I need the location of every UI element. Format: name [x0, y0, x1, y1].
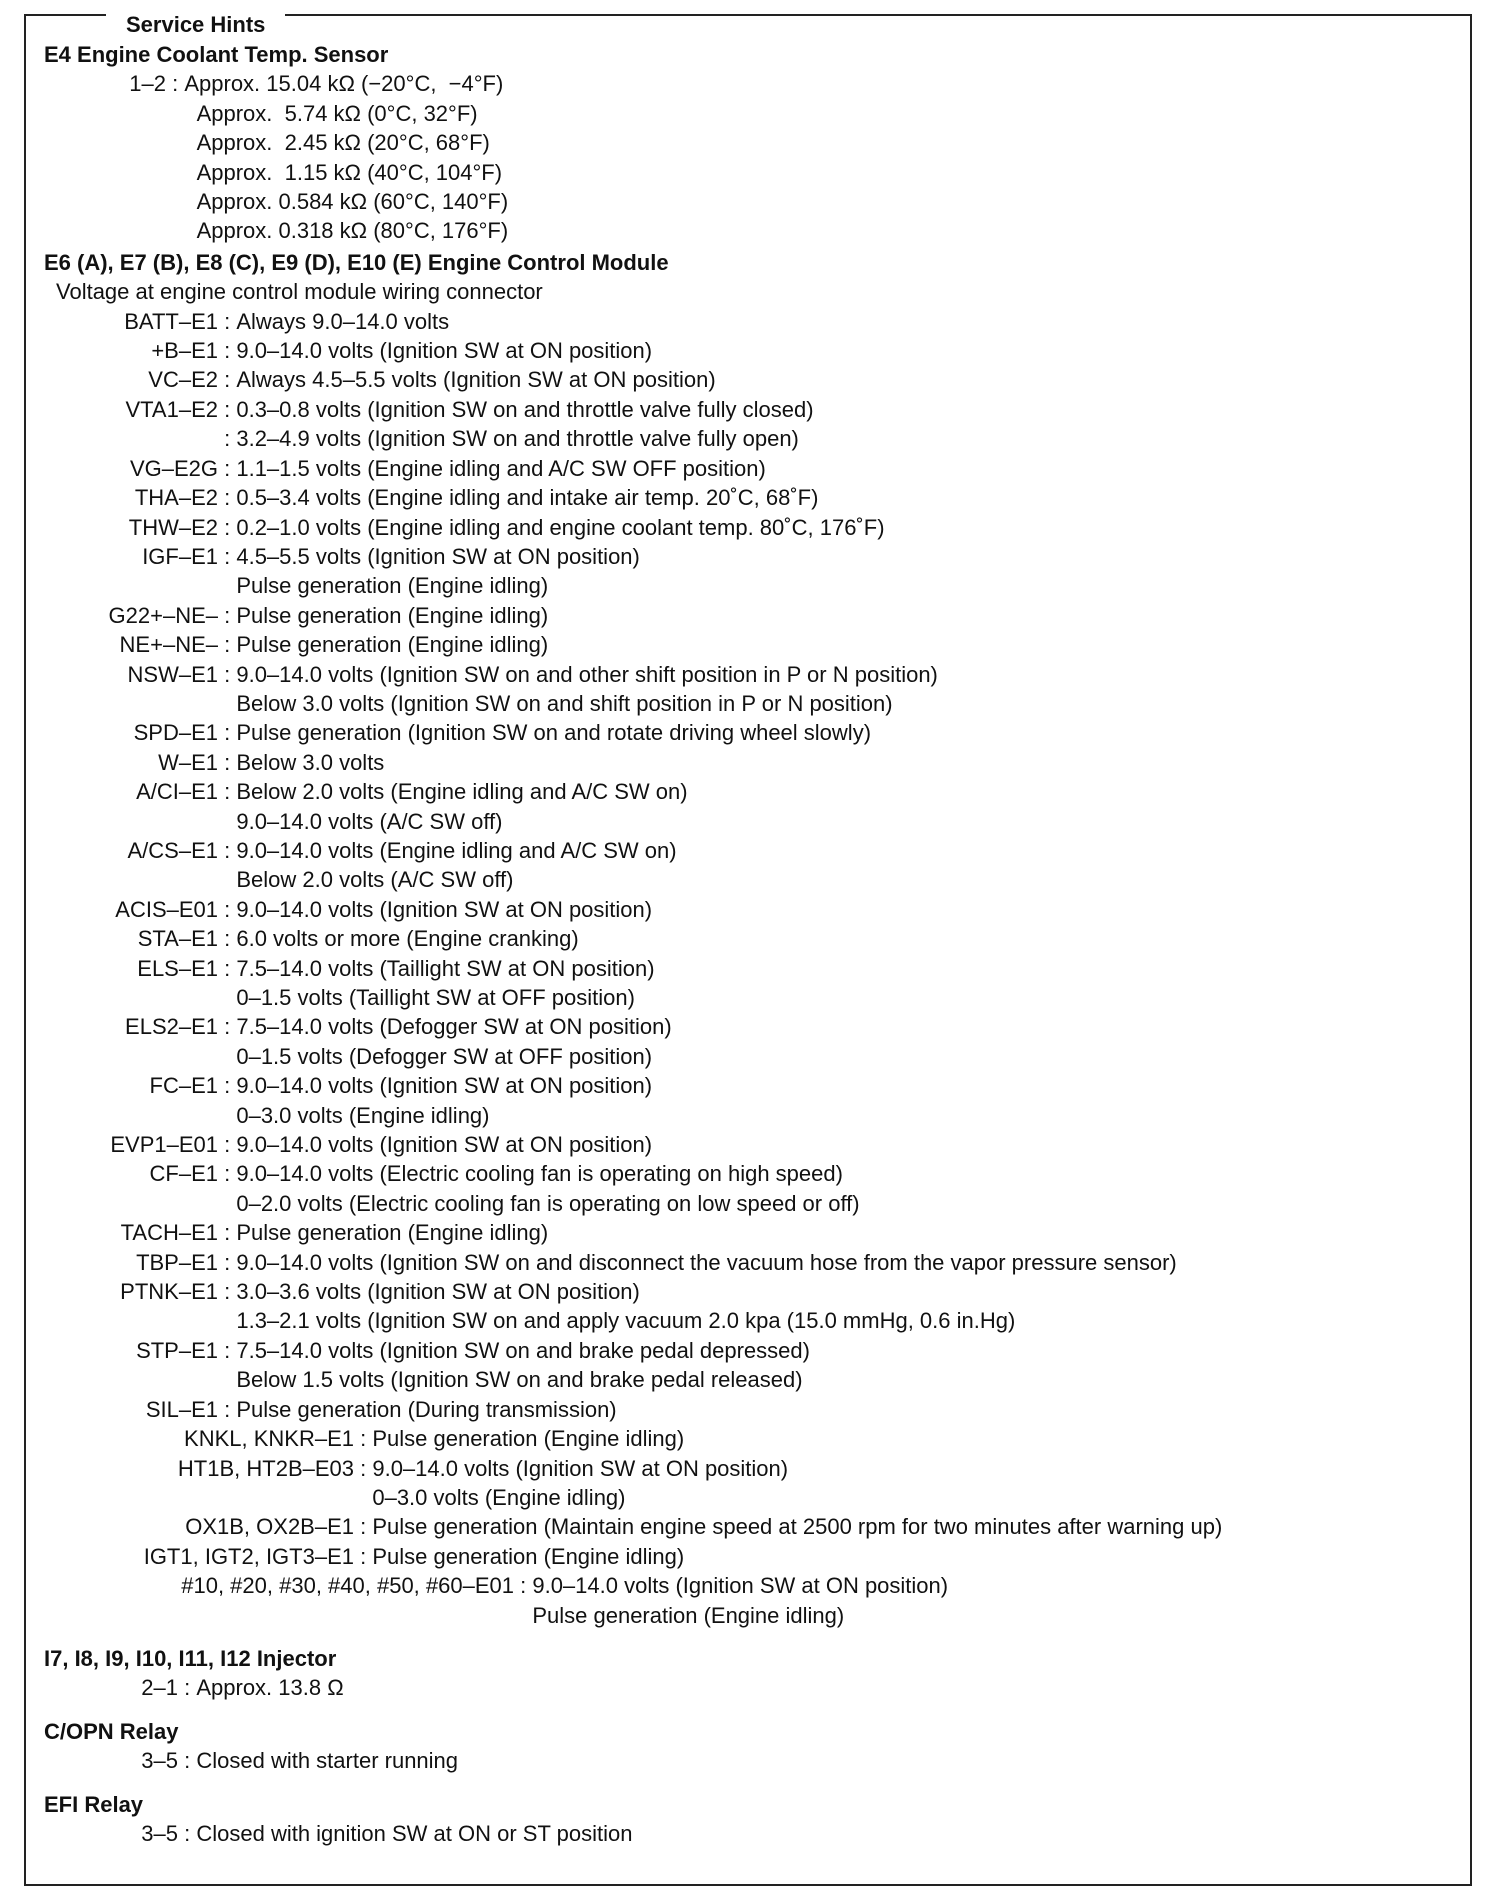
separator: [218, 1306, 236, 1335]
terminal-label: [44, 1042, 218, 1071]
ecm-reading-row: [44, 424, 1464, 453]
reading-value: 0–1.5 volts (Taillight SW at OFF position): [236, 985, 635, 1010]
reading-value: Approx. 0.584 kΩ (60°C, 140°F): [196, 189, 509, 215]
e4-row: [44, 99, 1464, 128]
ecm-reading-row: [44, 1306, 1464, 1335]
service-hints-content: [44, 38, 1464, 1848]
ecm-reading-row: [44, 895, 1464, 924]
terminal-label: IGF–E1: [142, 543, 218, 569]
reading-value: 1.1–1.5 volts (Engine idling and A/C SW OFF position): [236, 455, 766, 481]
reading-value: 9.0–14.0 volts (Ignition SW at ON position): [372, 1455, 789, 1481]
reading-value: Pulse generation (Engine idling): [236, 1220, 549, 1246]
terminal-label: ELS–E1: [137, 955, 218, 981]
reading-value: Pulse generation (Engine idling): [372, 1426, 685, 1452]
terminal-label: BATT–E1: [124, 308, 218, 334]
terminal-label: [44, 689, 218, 718]
ecm-reading-row: [44, 1042, 1464, 1071]
terminal-label: [44, 1483, 354, 1512]
reading-value: Pulse generation (Engine idling): [236, 602, 549, 628]
reading-value: Below 2.0 volts (A/C SW off): [236, 867, 514, 893]
reading-value: Pulse generation (Ignition SW on and rotate driving wheel slowly): [236, 720, 872, 746]
separator: :: [218, 396, 237, 422]
terminal-label: SIL–E1: [145, 1396, 218, 1422]
ecm-reading-row: [44, 1101, 1464, 1130]
terminal-label: [44, 1601, 514, 1630]
copn-relay-readings: [44, 1746, 1464, 1775]
ecm-reading-row: [44, 1483, 1464, 1512]
reading-value: 7.5–14.0 volts (Defogger SW at ON position): [236, 1014, 672, 1040]
separator: :: [354, 1543, 373, 1569]
ecm-reading-row: [44, 336, 1464, 365]
terminal-label: G22+–NE–: [108, 602, 218, 628]
reading-value: 9.0–14.0 volts (Ignition SW at ON position): [236, 1073, 653, 1099]
reading-value: Always 4.5–5.5 volts (Ignition SW at ON position): [236, 367, 716, 393]
separator: :: [218, 955, 237, 981]
reading-value: 9.0–14.0 volts (Ignition SW at ON position): [236, 896, 653, 922]
ecm-reading-row: [44, 1454, 1464, 1483]
separator: :: [218, 926, 237, 952]
reading-value: Pulse generation (Maintain engine speed at 2500 rpm for two minutes after warning up): [372, 1514, 1223, 1540]
reading-value: 9.0–14.0 volts (Ignition SW at ON position): [236, 1132, 653, 1158]
terminal-label: OX1B, OX2B–E1: [185, 1514, 354, 1540]
reading-value: Approx. 13.8 Ω: [196, 1675, 344, 1701]
terminal-label: ACIS–E01: [115, 896, 218, 922]
separator: :: [218, 1014, 237, 1040]
separator: :: [218, 455, 237, 481]
reading-value: Approx. 2.45 kΩ (20°C, 68°F): [196, 130, 490, 156]
terminal-label: TACH–E1: [120, 1220, 218, 1246]
ecm-reading-row: [44, 1248, 1464, 1277]
reading-value: Pulse generation (Engine idling): [236, 573, 549, 599]
ecm-reading-row: [44, 365, 1464, 394]
reading-value: 0–2.0 volts (Electric cooling fan is operating on low speed or off): [236, 1190, 860, 1216]
separator: :: [218, 661, 237, 687]
separator: :: [218, 720, 237, 746]
reading-value: 9.0–14.0 volts (Engine idling and A/C SW on): [236, 837, 677, 863]
ecm-heading: E6 (A), E7 (B), E8 (C), E9 (D), E10 (E) Engine Control Module: [44, 249, 669, 275]
frame-title: Service Hints: [106, 13, 285, 37]
terminal-label: THA–E2: [134, 485, 218, 511]
separator: [354, 1483, 372, 1512]
reading-value: 9.0–14.0 volts (Ignition SW on and disconnect the vacuum hose from the vapor pressure sensor): [236, 1249, 1177, 1275]
reading-value: Below 1.5 volts (Ignition SW on and brake pedal released): [236, 1367, 803, 1393]
separator: [218, 1189, 236, 1218]
e4-row: [44, 216, 1464, 245]
ecm-reading-row: [44, 307, 1464, 336]
ecm-reading-row: [44, 954, 1464, 983]
reading-value: 0.3–0.8 volts (Ignition SW on and throttle valve fully closed): [236, 396, 814, 422]
ecm-reading-row: [44, 395, 1464, 424]
separator: :: [218, 1220, 237, 1246]
reading-value: 3.0–3.6 volts (Ignition SW at ON position): [236, 1279, 640, 1305]
separator: :: [218, 1161, 237, 1187]
terminal-label: [44, 1101, 218, 1130]
service-hints-frame: [24, 14, 1472, 1886]
separator: :: [218, 779, 237, 805]
separator: [218, 571, 236, 600]
ecm-reading-row: [44, 513, 1464, 542]
terminal-label: [44, 1365, 218, 1394]
reading-value: 4.5–5.5 volts (Ignition SW at ON position): [236, 543, 640, 569]
ecm-reading-row: [44, 542, 1464, 571]
terminal-label: VC–E2: [148, 367, 218, 393]
separator: :: [218, 896, 237, 922]
e4-row: [44, 69, 1464, 98]
reading-value: 7.5–14.0 volts (Ignition SW on and brake pedal depressed): [236, 1337, 810, 1363]
terminal-label: [44, 1306, 218, 1335]
separator: :: [218, 632, 237, 658]
reading-value: Closed with ignition SW at ON or ST position: [196, 1820, 633, 1846]
e4-readings: [44, 69, 1464, 245]
terminal-label: KNKL, KNKR–E1: [184, 1426, 354, 1452]
efi-relay-row: [44, 1819, 1464, 1848]
terminal-label: HT1B, HT2B–E03: [177, 1455, 354, 1481]
ecm-reading-row: [44, 1601, 1464, 1630]
ecm-reading-row: [44, 807, 1464, 836]
terminal-label: STA–E1: [137, 926, 218, 952]
ecm-reading-row: [44, 1012, 1464, 1041]
separator: :: [218, 338, 237, 364]
terminal-label: EVP1–E01: [110, 1132, 218, 1158]
terminal-label: [44, 1189, 218, 1218]
ecm-reading-row: [44, 1424, 1464, 1453]
ecm-reading-row: [44, 660, 1464, 689]
ecm-reading-row: [44, 1071, 1464, 1100]
terminal-label: [44, 424, 218, 453]
ecm-reading-row: [44, 748, 1464, 777]
terminal-label: CF–E1: [149, 1161, 218, 1187]
efi-relay-heading: EFI Relay: [44, 1791, 144, 1817]
ecm-reading-row: [44, 836, 1464, 865]
copn-relay-row: [44, 1746, 1464, 1775]
terminal-label: [44, 807, 218, 836]
terminal-label: [44, 865, 218, 894]
separator: :: [166, 71, 185, 97]
terminal-label: 1–2: [129, 71, 166, 97]
separator: :: [218, 514, 237, 540]
terminal-label: [44, 571, 218, 600]
reading-value: Below 3.0 volts (Ignition SW on and shift position in P or N position): [236, 690, 893, 716]
separator: :: [178, 1675, 197, 1701]
terminal-label: FC–E1: [149, 1073, 218, 1099]
ecm-reading-row: [44, 630, 1464, 659]
e4-heading: E4 Engine Coolant Temp. Sensor: [44, 42, 389, 67]
terminal-label: 3–5: [141, 1748, 178, 1774]
separator: :: [218, 1073, 237, 1099]
ecm-readings-multi: [44, 1424, 1464, 1571]
separator: :: [218, 367, 237, 393]
separator: :: [218, 1337, 237, 1363]
separator: [218, 983, 236, 1012]
ecm-reading-row: [44, 865, 1464, 894]
terminal-label: VG–E2G: [129, 455, 218, 481]
separator: :: [218, 543, 237, 569]
terminal-label: SPD–E1: [133, 720, 218, 746]
terminal-label: VTA1–E2: [125, 396, 218, 422]
separator: :: [218, 1396, 237, 1422]
separator: :: [218, 749, 237, 775]
copn-relay-heading: C/OPN Relay: [44, 1718, 179, 1744]
reading-value: 9.0–14.0 volts (Ignition SW at ON position): [532, 1573, 949, 1599]
reading-value: 9.0–14.0 volts (Ignition SW on and other shift position in P or N position): [236, 661, 938, 687]
separator: :: [218, 837, 237, 863]
separator: :: [218, 426, 237, 452]
terminal-label: TBP–E1: [136, 1249, 218, 1275]
terminal-label: +B–E1: [151, 338, 218, 364]
terminal-label: ELS2–E1: [125, 1014, 218, 1040]
reading-value: 1.3–2.1 volts (Ignition SW on and apply vacuum 2.0 kpa (15.0 mmHg, 0.6 in.Hg): [236, 1308, 1016, 1334]
separator: :: [354, 1514, 373, 1540]
reading-value: 3.2–4.9 volts (Ignition SW on and throttle valve fully open): [236, 426, 799, 452]
reading-value: Approx. 5.74 kΩ (0°C, 32°F): [196, 100, 478, 126]
separator: :: [354, 1455, 373, 1481]
terminal-label: #10, #20, #30, #40, #50, #60–E01: [181, 1573, 514, 1599]
ecm-reading-row: [44, 1571, 1464, 1600]
separator: [218, 1101, 236, 1130]
e4-row: [44, 187, 1464, 216]
ecm-intro: Voltage at engine control module wiring connector: [56, 279, 543, 305]
reading-value: 0–1.5 volts (Defogger SW at OFF position): [236, 1043, 653, 1069]
separator: [514, 1601, 532, 1630]
ecm-reading-row: [44, 983, 1464, 1012]
terminal-label: A/CI–E1: [136, 779, 218, 805]
separator: :: [218, 602, 237, 628]
ecm-reading-row: [44, 454, 1464, 483]
terminal-label: 2–1: [141, 1675, 178, 1701]
e4-row: [44, 128, 1464, 157]
reading-value: Approx. 15.04 kΩ (−20°C, −4°F): [184, 71, 504, 97]
ecm-reading-row: [44, 1159, 1464, 1188]
injector-heading: I7, I8, I9, I10, I11, I12 Injector: [44, 1645, 337, 1671]
reading-value: 6.0 volts or more (Engine cranking): [236, 926, 579, 952]
reading-value: 7.5–14.0 volts (Taillight SW at ON position): [236, 955, 655, 981]
ecm-reading-row: [44, 718, 1464, 747]
ecm-reading-row: [44, 1189, 1464, 1218]
separator: [218, 807, 236, 836]
terminal-label: NSW–E1: [127, 661, 218, 687]
reading-value: Always 9.0–14.0 volts: [236, 308, 450, 334]
reading-value: 9.0–14.0 volts (A/C SW off): [236, 808, 503, 834]
reading-value: Pulse generation (Engine idling): [236, 632, 549, 658]
terminal-label: IGT1, IGT2, IGT3–E1: [143, 1543, 354, 1569]
injector-readings: [44, 1673, 1464, 1702]
ecm-reading-row: [44, 777, 1464, 806]
ecm-reading-row: [44, 1218, 1464, 1247]
ecm-reading-row: [44, 924, 1464, 953]
terminal-label: NE+–NE–: [119, 632, 218, 658]
terminal-label: THW–E2: [128, 514, 218, 540]
reading-value: 0.2–1.0 volts (Engine idling and engine coolant temp. 80˚C, 176˚F): [236, 514, 885, 540]
ecm-reading-row: [44, 1542, 1464, 1571]
separator: :: [218, 1249, 237, 1275]
separator: :: [514, 1573, 533, 1599]
ecm-reading-row: [44, 483, 1464, 512]
terminal-label: STP–E1: [136, 1337, 218, 1363]
separator: [218, 865, 236, 894]
reading-value: 9.0–14.0 volts (Ignition SW at ON position): [236, 338, 653, 364]
terminal-label: [44, 983, 218, 1012]
injector-row: [44, 1673, 1464, 1702]
reading-value: Pulse generation (Engine idling): [372, 1543, 685, 1569]
reading-value: 0–3.0 volts (Engine idling): [372, 1484, 626, 1510]
separator: :: [218, 308, 237, 334]
separator: [218, 1365, 236, 1394]
e4-row: [44, 158, 1464, 187]
reading-value: Below 2.0 volts (Engine idling and A/C SW on): [236, 779, 688, 805]
ecm-reading-row: [44, 1336, 1464, 1365]
terminal-label: W–E1: [158, 749, 218, 775]
separator: [218, 689, 236, 718]
ecm-reading-row: [44, 1130, 1464, 1159]
reading-value: Pulse generation (During transmission): [236, 1396, 617, 1422]
separator: :: [218, 1132, 237, 1158]
separator: [218, 1042, 236, 1071]
reading-value: 0–3.0 volts (Engine idling): [236, 1102, 490, 1128]
reading-value: 0.5–3.4 volts (Engine idling and intake air temp. 20˚C, 68˚F): [236, 485, 819, 511]
ecm-readings-injectors: [44, 1571, 1464, 1630]
separator: :: [178, 1748, 197, 1774]
reading-value: Pulse generation (Engine idling): [532, 1602, 845, 1628]
reading-value: Approx. 0.318 kΩ (80°C, 176°F): [196, 218, 509, 244]
ecm-readings: [44, 307, 1464, 1424]
ecm-reading-row: [44, 689, 1464, 718]
reading-value: Closed with starter running: [196, 1748, 459, 1774]
terminal-label: 3–5: [141, 1820, 178, 1846]
ecm-reading-row: [44, 1395, 1464, 1424]
efi-relay-readings: [44, 1819, 1464, 1848]
separator: :: [178, 1820, 197, 1846]
reading-value: 9.0–14.0 volts (Electric cooling fan is operating on high speed): [236, 1161, 843, 1187]
reading-value: Approx. 1.15 kΩ (40°C, 104°F): [196, 159, 503, 185]
ecm-reading-row: [44, 1512, 1464, 1541]
separator: :: [218, 485, 237, 511]
reading-value: Below 3.0 volts: [236, 749, 385, 775]
ecm-reading-row: [44, 601, 1464, 630]
ecm-reading-row: [44, 1365, 1464, 1394]
ecm-reading-row: [44, 571, 1464, 600]
separator: :: [218, 1279, 237, 1305]
terminal-label: A/CS–E1: [127, 837, 218, 863]
terminal-label: PTNK–E1: [120, 1279, 218, 1305]
separator: :: [354, 1426, 373, 1452]
ecm-reading-row: [44, 1277, 1464, 1306]
